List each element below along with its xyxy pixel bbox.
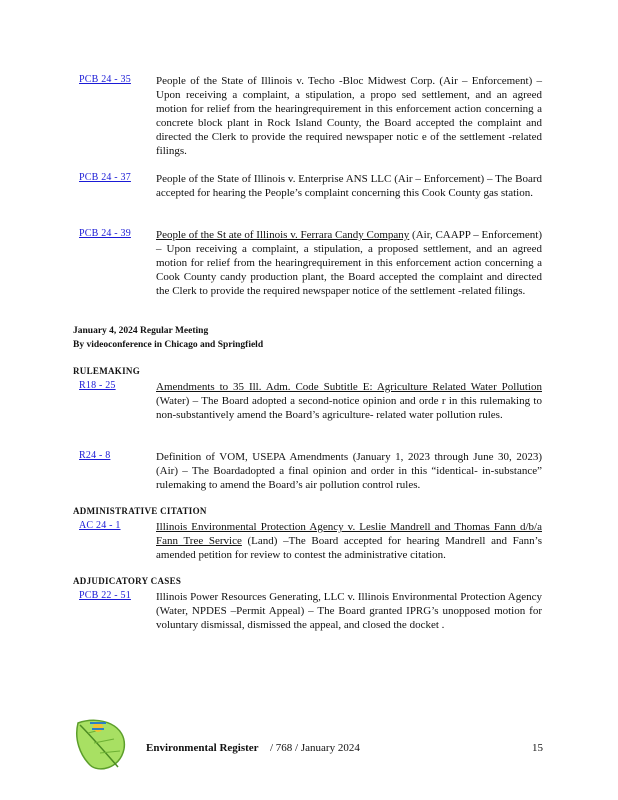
case-link[interactable]: PCB 24 - 35 (79, 74, 131, 85)
entry-r18-25 (79, 380, 549, 436)
entry-text: Illinois Power Resources Generating, LLC v. Illinois Environmental Protection Agency (Water, NPDES –Permit Appeal) – The Board granted IPRG’s unopposed motion for voluntary dismissal, dismissed the appeal, and closed the docket . (156, 591, 542, 631)
leaf-icon (70, 715, 132, 775)
citation-title: Illinois Environmental Protection Agency v. Leslie Mandrell and Thomas Fann d/b/a Fann Tree Service (156, 521, 542, 547)
entry-pcb-24-37 (79, 172, 549, 214)
entry-text (156, 380, 542, 422)
footer-title: Environmental Register (146, 742, 259, 754)
citation-description: (Land) –The Board accepted for hearing Mandrell and Fann’s amended petition for review to contest the administrative citation. (156, 535, 542, 561)
entry-pcb-24-39 (79, 228, 549, 312)
entry-pcb-22-51 (79, 590, 549, 646)
meeting-location: By videoconference in Chicago and Springfield (73, 340, 264, 350)
page-number: 15 (532, 742, 543, 754)
case-link[interactable]: AC 24 - 1 (79, 520, 121, 531)
section-administrative-citation: ADMINISTRATIVE CITATION (73, 506, 207, 516)
footer-issue: / 768 / January 2024 (270, 742, 360, 754)
section-adjudicatory-cases: ADJUDICATORY CASES (73, 576, 182, 586)
section-rulemaking: RULEMAKING (73, 366, 141, 376)
entry-text: People of the State of Illinois v. Enterprise ANS LLC (Air – Enforcement) – The Board accepted for hearing the People’s complaint concerning this Cook County gas station. (156, 173, 542, 199)
entry-pcb-24-35 (79, 74, 549, 158)
meeting-date: January 4, 2024 Regular Meeting (73, 326, 209, 336)
entry-text (156, 228, 542, 298)
case-link[interactable]: R24 - 8 (79, 450, 111, 461)
case-link[interactable]: PCB 22 - 51 (79, 590, 131, 601)
rulemaking-description: (Water) – The Board adopted a second-notice opinion and orde r in this rulemaking to non-substantively amend the Board’s agriculture- related water pollution rules. (156, 395, 542, 421)
entry-r24-8 (79, 450, 549, 492)
entry-text (156, 520, 542, 562)
entry-text: Definition of VOM, USEPA Amendments (January 1, 2023 through June 30, 2023) (Air) – The Boardadopted a final opinion and order in this “identical- in-substance” rulemaking to amend the Board’s air pollution control rules. (156, 451, 542, 491)
rulemaking-title: Amendments to 35 Ill. Adm. Code Subtitle E: Agriculture Related Water Pollution (156, 381, 542, 393)
entry-ac-24-1 (79, 520, 549, 562)
case-link[interactable]: PCB 24 - 37 (79, 172, 131, 183)
case-link[interactable]: PCB 24 - 39 (79, 228, 131, 239)
leaf-logo (70, 715, 132, 775)
meeting-header (73, 324, 263, 352)
entry-text: People of the State of Illinois v. Techo -Bloc Midwest Corp. (Air – Enforcement) – Upon receiving a complaint, a stipulation, a propo sed settlement, and an agreed motion for relief from the hearingrequirement in this enforcement action concerning a concrete block plant in Rock Island County, the Board accepted the complaint and directed the Clerk to provide the required newspaper notic e of the settlement -related filings. (156, 75, 542, 157)
case-description: (Air, CAAPP – Enforcement) – Upon receiving a complaint, a stipulation, a proposed settlement, and an agreed motion for relief from the hearingrequirement in this enforcement action concerning a Cook County candy production plant, the Board accepted the complaint and directed the Clerk to provide the required newspaper notice of the settlement -related filings. (156, 229, 543, 297)
case-title: People of the St ate of Illinois v. Ferrara Candy Company (156, 229, 410, 241)
case-link[interactable]: R18 - 25 (79, 380, 116, 391)
